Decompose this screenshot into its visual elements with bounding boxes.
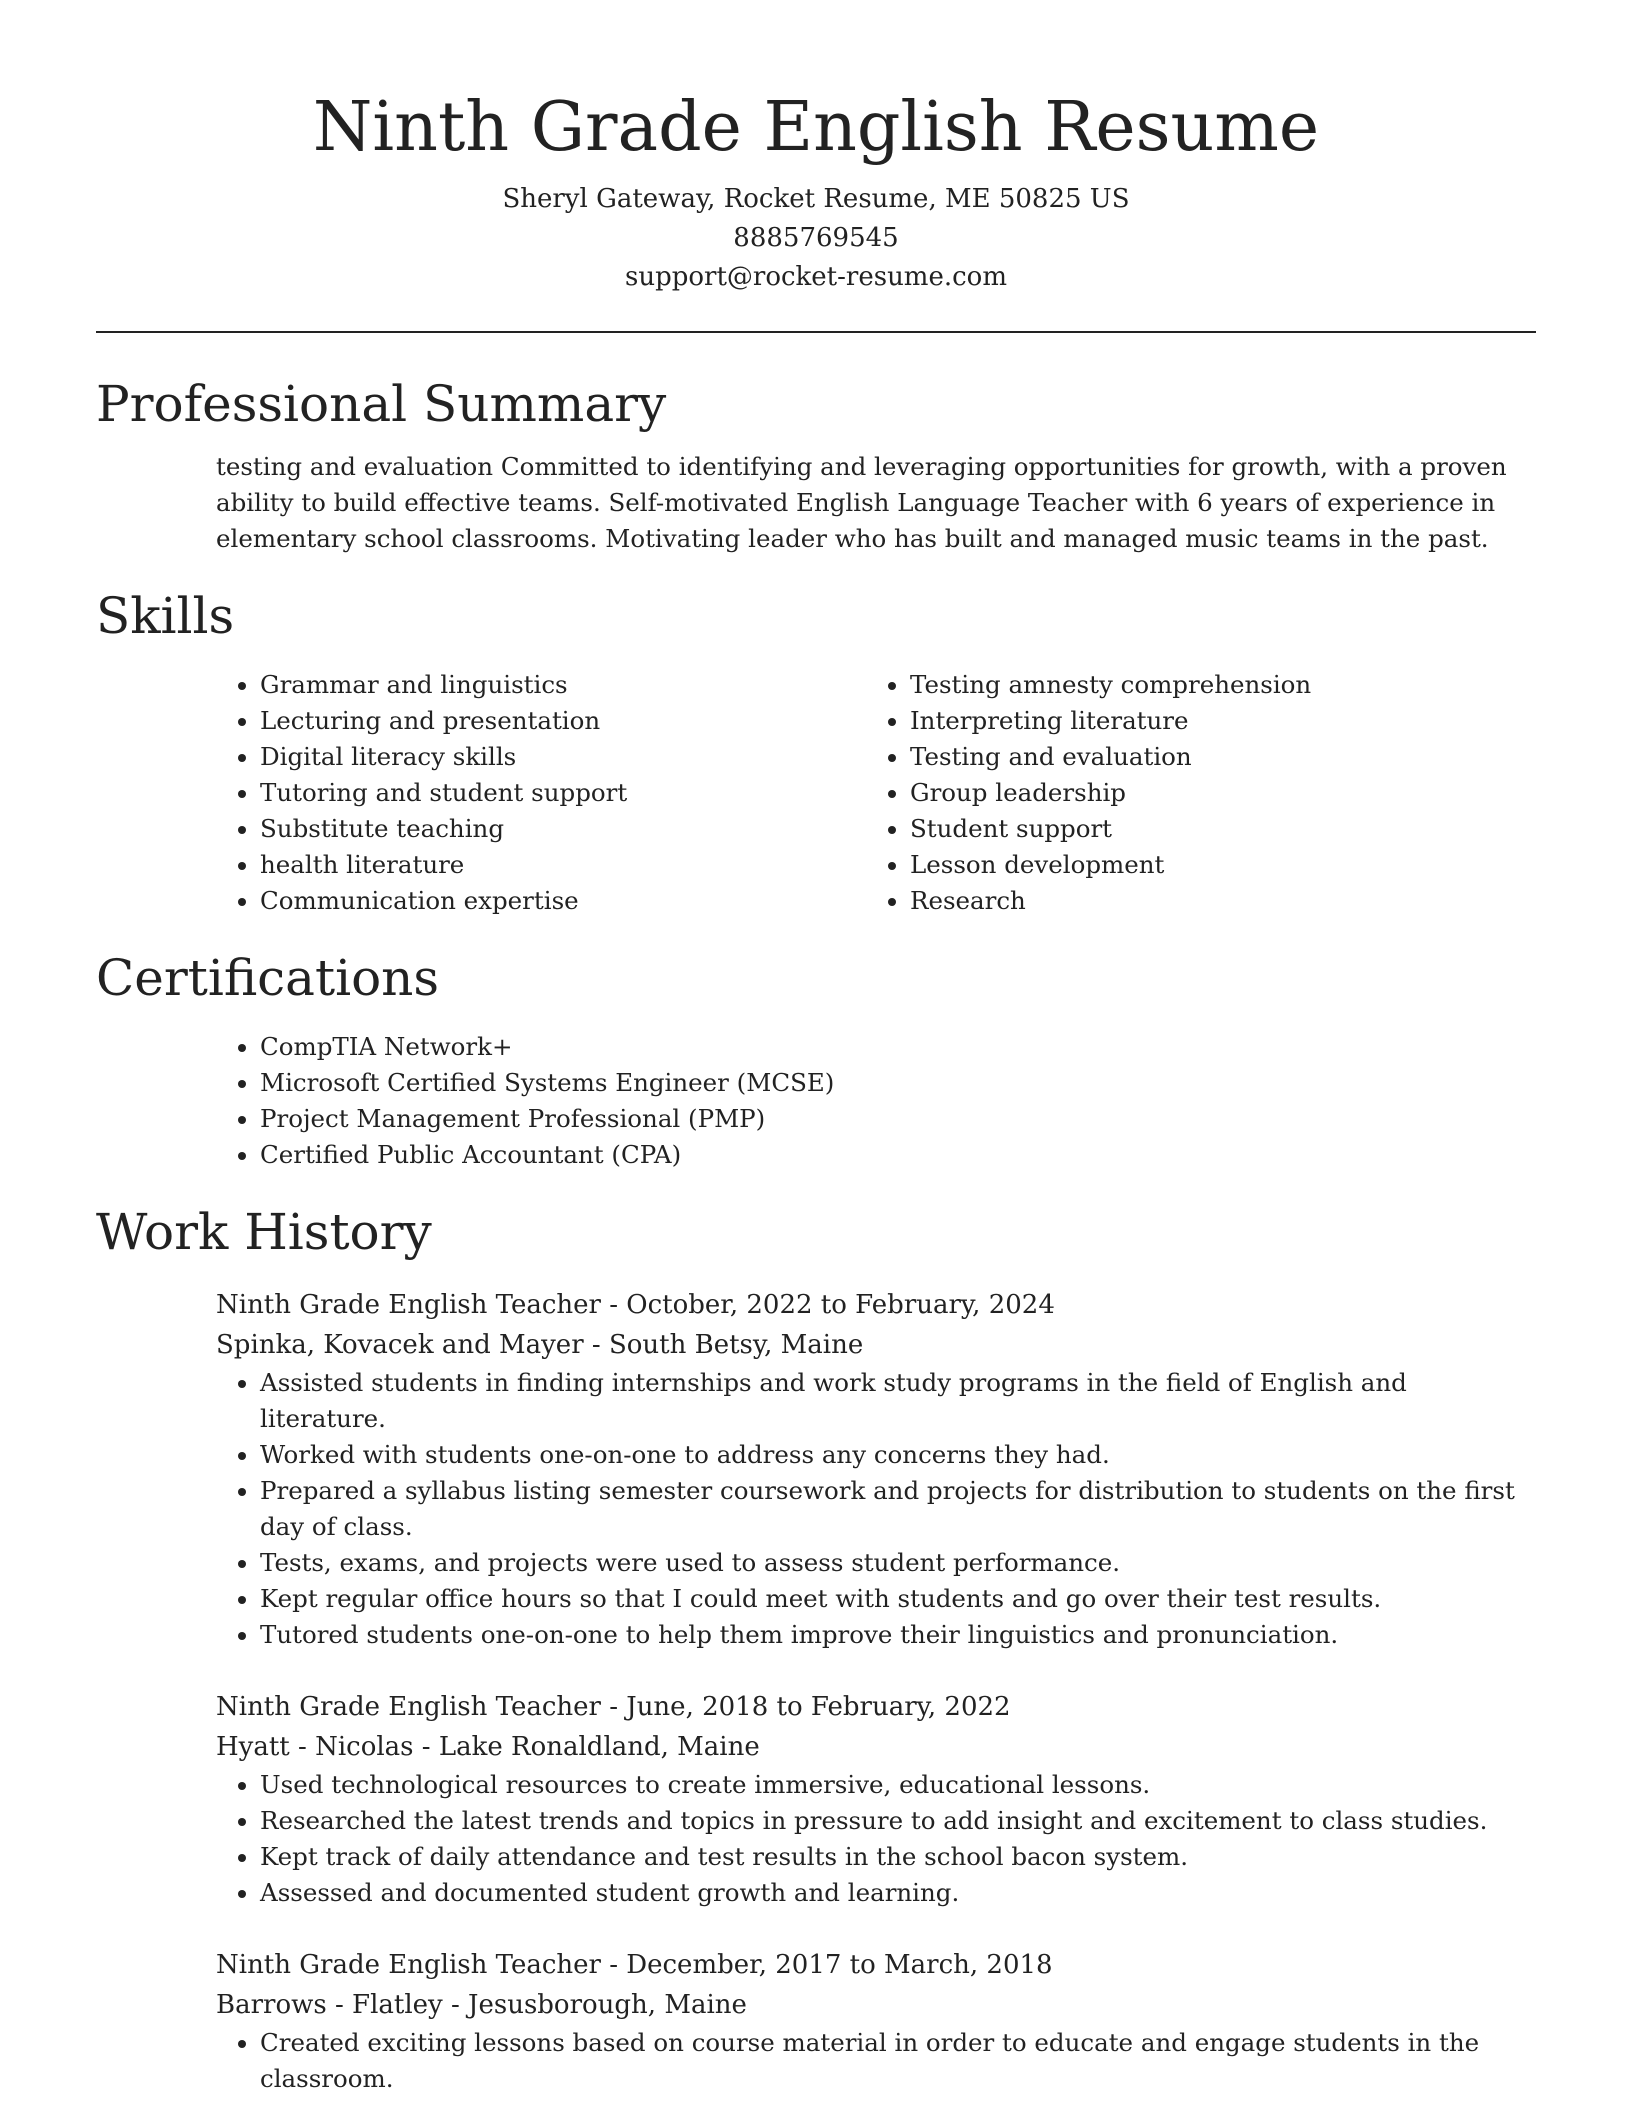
- job-company: Barrows - Flatley: [216, 1990, 443, 2020]
- skills-list-right: [866, 667, 1516, 919]
- job-entry: [216, 1945, 1536, 2097]
- job-duty: • Researched the latest trends and topics in pressure to add insight and excitement to class studies.: [260, 1803, 1536, 1839]
- job-duty: • Created exciting lessons based on course material in order to educate and engage students in the classroom.: [260, 2025, 1536, 2097]
- job-location: - Jesusborough, Maine: [442, 1990, 747, 2020]
- certifications-list: [216, 1029, 1536, 1173]
- contact-address: Sheryl Gateway, Rocket Resume, ME 50825 US: [502, 184, 1130, 214]
- certification-item: • Project Management Professional (PMP): [260, 1101, 1536, 1137]
- skill-item: • Substitute teaching: [260, 811, 866, 847]
- header-divider: [96, 331, 1536, 333]
- summary-text: testing and evaluation Committed to identifying and leveraging opportunities for growth, with a proven ability to build effective teams. Self-motivated English Language Teacher with 6 years of experience in elementary school classrooms. Motivating leader who has built and managed music teams in the past.: [216, 452, 1507, 553]
- job-duties-list: [216, 1767, 1536, 1911]
- skill-item: • Testing amnesty comprehension: [910, 667, 1516, 703]
- section-title-skills: Skills: [96, 587, 235, 645]
- skill-item: • Testing and evaluation: [910, 739, 1516, 775]
- job-duty: • Used technological resources to create immersive, educational lessons.: [260, 1767, 1536, 1803]
- job-location: - South Betsy, Maine: [583, 1330, 864, 1360]
- skill-item: • Communication expertise: [260, 883, 866, 919]
- job-duty: • Tests, exams, and projects were used to assess student performance.: [260, 1545, 1536, 1581]
- certification-item: • CompTIA Network+: [260, 1029, 1536, 1065]
- resume-title: Ninth Grade English Resume: [312, 88, 1320, 167]
- job-title-line: [216, 1687, 1536, 1727]
- job-company: Spinka, Kovacek and Mayer: [216, 1330, 584, 1360]
- job-duty: • Assisted students in finding internships and work study programs in the field of English and literature.: [260, 1365, 1536, 1437]
- contact-email: support@rocket-resume.com: [624, 262, 1007, 292]
- skill-item: • Student support: [910, 811, 1516, 847]
- job-company-line: [216, 1985, 1536, 2025]
- skill-item: • health literature: [260, 847, 866, 883]
- job-duty: • Kept track of daily attendance and test results in the school bacon system.: [260, 1839, 1536, 1875]
- job-title: Ninth Grade English Teacher: [216, 1950, 601, 1980]
- skill-item: • Digital literacy skills: [260, 739, 866, 775]
- job-dates: - October, 2022 to February, 2024: [600, 1290, 1055, 1320]
- job-duty: • Kept regular office hours so that I could meet with students and go over their test results.: [260, 1581, 1536, 1617]
- section-title-certifications: Certifications: [96, 949, 440, 1007]
- job-title-line: [216, 1945, 1536, 1985]
- job-location: - Lake Ronaldland, Maine: [413, 1732, 760, 1762]
- certifications-section: [96, 945, 1536, 1173]
- section-title-summary: Professional Summary: [96, 375, 667, 433]
- skills-section: [96, 583, 1536, 919]
- job-entry: [216, 1285, 1536, 1653]
- job-duty: • Tutored students one-on-one to help them improve their linguistics and pronunciation.: [260, 1617, 1536, 1653]
- job-entry: [216, 1687, 1536, 1911]
- job-duty: • Worked with students one-on-one to address any concerns they had.: [260, 1437, 1536, 1473]
- skills-list-left: [216, 667, 866, 919]
- job-dates: - December, 2017 to March, 2018: [600, 1950, 1053, 1980]
- job-duty: • Assessed and documented student growth and learning.: [260, 1875, 1536, 1911]
- job-company-line: [216, 1325, 1536, 1365]
- contact-phone: 8885769545: [733, 223, 899, 253]
- certification-item: • Certified Public Accountant (CPA): [260, 1137, 1536, 1173]
- job-title-line: [216, 1285, 1536, 1325]
- skill-item: • Research: [910, 883, 1516, 919]
- skill-item: • Tutoring and student support: [260, 775, 866, 811]
- job-duties-list: [216, 2025, 1536, 2097]
- job-dates: - June, 2018 to February, 2022: [600, 1692, 1011, 1722]
- job-duties-list: [216, 1365, 1536, 1653]
- skill-item: • Group leadership: [910, 775, 1516, 811]
- skill-item: • Lecturing and presentation: [260, 703, 866, 739]
- skill-item: • Grammar and linguistics: [260, 667, 866, 703]
- job-title: Ninth Grade English Teacher: [216, 1290, 601, 1320]
- skills-column-right: [866, 667, 1516, 919]
- skills-columns: [216, 667, 1536, 919]
- skills-column-left: [216, 667, 866, 919]
- skill-item: • Interpreting literature: [910, 703, 1516, 739]
- work-history-section: [96, 1199, 1536, 2097]
- resume-header: [96, 0, 1536, 297]
- section-title-work-history: Work History: [96, 1203, 432, 1261]
- job-duty: • Prepared a syllabus listing semester coursework and projects for distribution to students on the first day of class.: [260, 1473, 1536, 1545]
- job-company: Hyatt - Nicolas: [216, 1732, 414, 1762]
- job-title: Ninth Grade English Teacher: [216, 1692, 601, 1722]
- skill-item: • Lesson development: [910, 847, 1516, 883]
- certification-item: • Microsoft Certified Systems Engineer (MCSE): [260, 1065, 1536, 1101]
- contact-block: [96, 180, 1536, 297]
- certifications-list-wrap: [216, 1029, 1536, 1173]
- job-company-line: [216, 1727, 1536, 1767]
